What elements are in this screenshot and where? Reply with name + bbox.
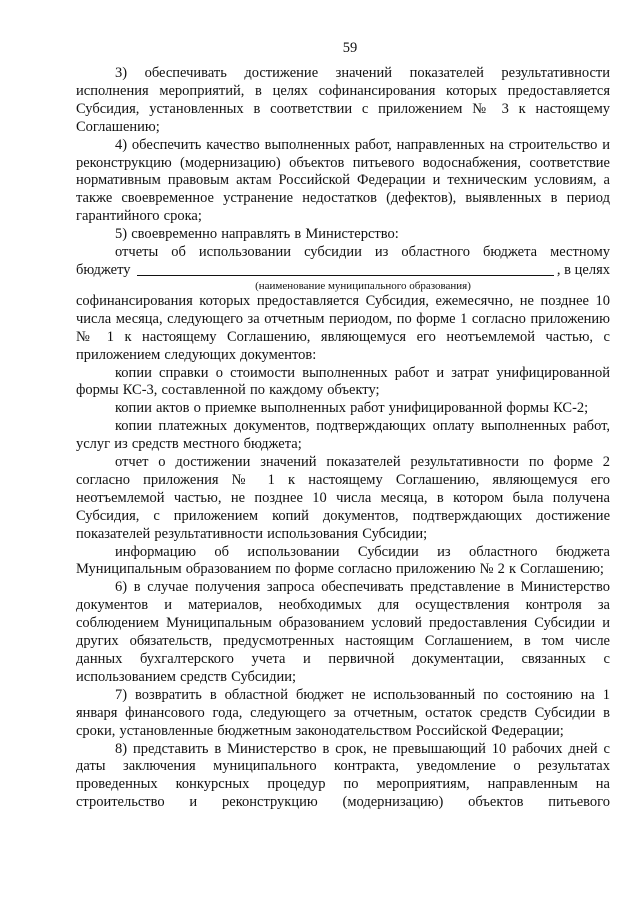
blank-underline [137,274,554,276]
paragraph-item-8: 8) представить в Министерство в срок, не превышающий 10 рабочих дней с даты заключения муниципального контракта, уведомление о результатах проведенных конкурсных процедур по мероприятиям, направленным на строительство и реконструкцию (модернизацию) объектов питьевого [76,740,610,811]
paragraph-item-7: 7) возвратить в областной бюджет не использованный по состоянию на 1 января финансового года, следующего за отчетным, остаток средств Субсидии в сроки, установленные бюджетным законодательством Российской Федерации; [76,686,610,739]
paragraph-item-6: 6) в случае получения запроса обеспечивать представление в Министерство документов и материалов, необходимых для осуществления контроля за соблюдением Муниципальным образованием условий предоставления Субсидии и других обязательств, предусмотренных настоящим Соглашением, в том числе данных бухгалтерского учета и первичной документации, связанных с использованием средств Субсидии; [76,579,610,685]
blank-caption: (наименование муниципального образования) [255,279,471,292]
municipality-blank-line [76,262,610,280]
blank-suffix: , в целях [556,261,610,278]
paragraph-item-3: 3) обеспечивать достижение значений показателей результативности исполнения мероприятий, в целях софинансирования которых предоставляется Субсидия, установленных в соответствии с приложением № 3 к настоящему Соглашению; [76,65,610,135]
blank-prefix: бюджету [76,261,131,278]
paragraph-ks3: копии справки о стоимости выполненных работ и затрат унифицированной формы КС-3, составленной по каждому объекту; [76,364,610,399]
paragraph-item-5: 5) своевременно направлять в Министерство: [115,226,399,243]
reports-intro-line: отчеты об использовании субсидии из областного бюджета местному [115,244,610,261]
paragraph-ks2: копии актов о приемке выполненных работ унифицированной формы КС-2; [115,400,589,417]
paragraph-payment-docs: копии платежных документов, подтверждающих оплату выполненных работ, услуг из средств местного бюджета; [76,418,610,453]
page-number: 59 [342,40,358,56]
paragraph-performance-report: отчет о достижении значений показателей результативности по форме 2 согласно приложения № 1 к настоящему Соглашению, являющемуся его неотъемлемой частью, не позднее 10 числа месяца, в котором была получена Субсидия, с приложением копий документов, подтверждающих достижение показателей результативности использования Субсидии; [76,454,610,542]
paragraph-subsidy-info: информацию об использовании Субсидии из областного бюджета Муниципальным образованием по форме согласно приложению № 2 к Соглашению; [76,543,610,578]
reports-continuation: софинансирования которых предоставляется Субсидия, ежемесячно, не позднее 10 числа месяца, следующего за отчетным периодом, по форме 1 согласно приложению № 1 к настоящему Соглашению, являющемуся его неотъемлемой частью, с приложением следующих документов: [76,292,610,363]
paragraph-item-4: 4) обеспечить качество выполненных работ, направленных на строительство и реконструкцию (модернизацию) объектов питьевого водоснабжения, соответствие нормативным правовым актам Российской Федерации и техническим условиям, а также своевременное устранение недостатков (дефектов), выявленных в период гарантийного срока; [76,136,610,225]
